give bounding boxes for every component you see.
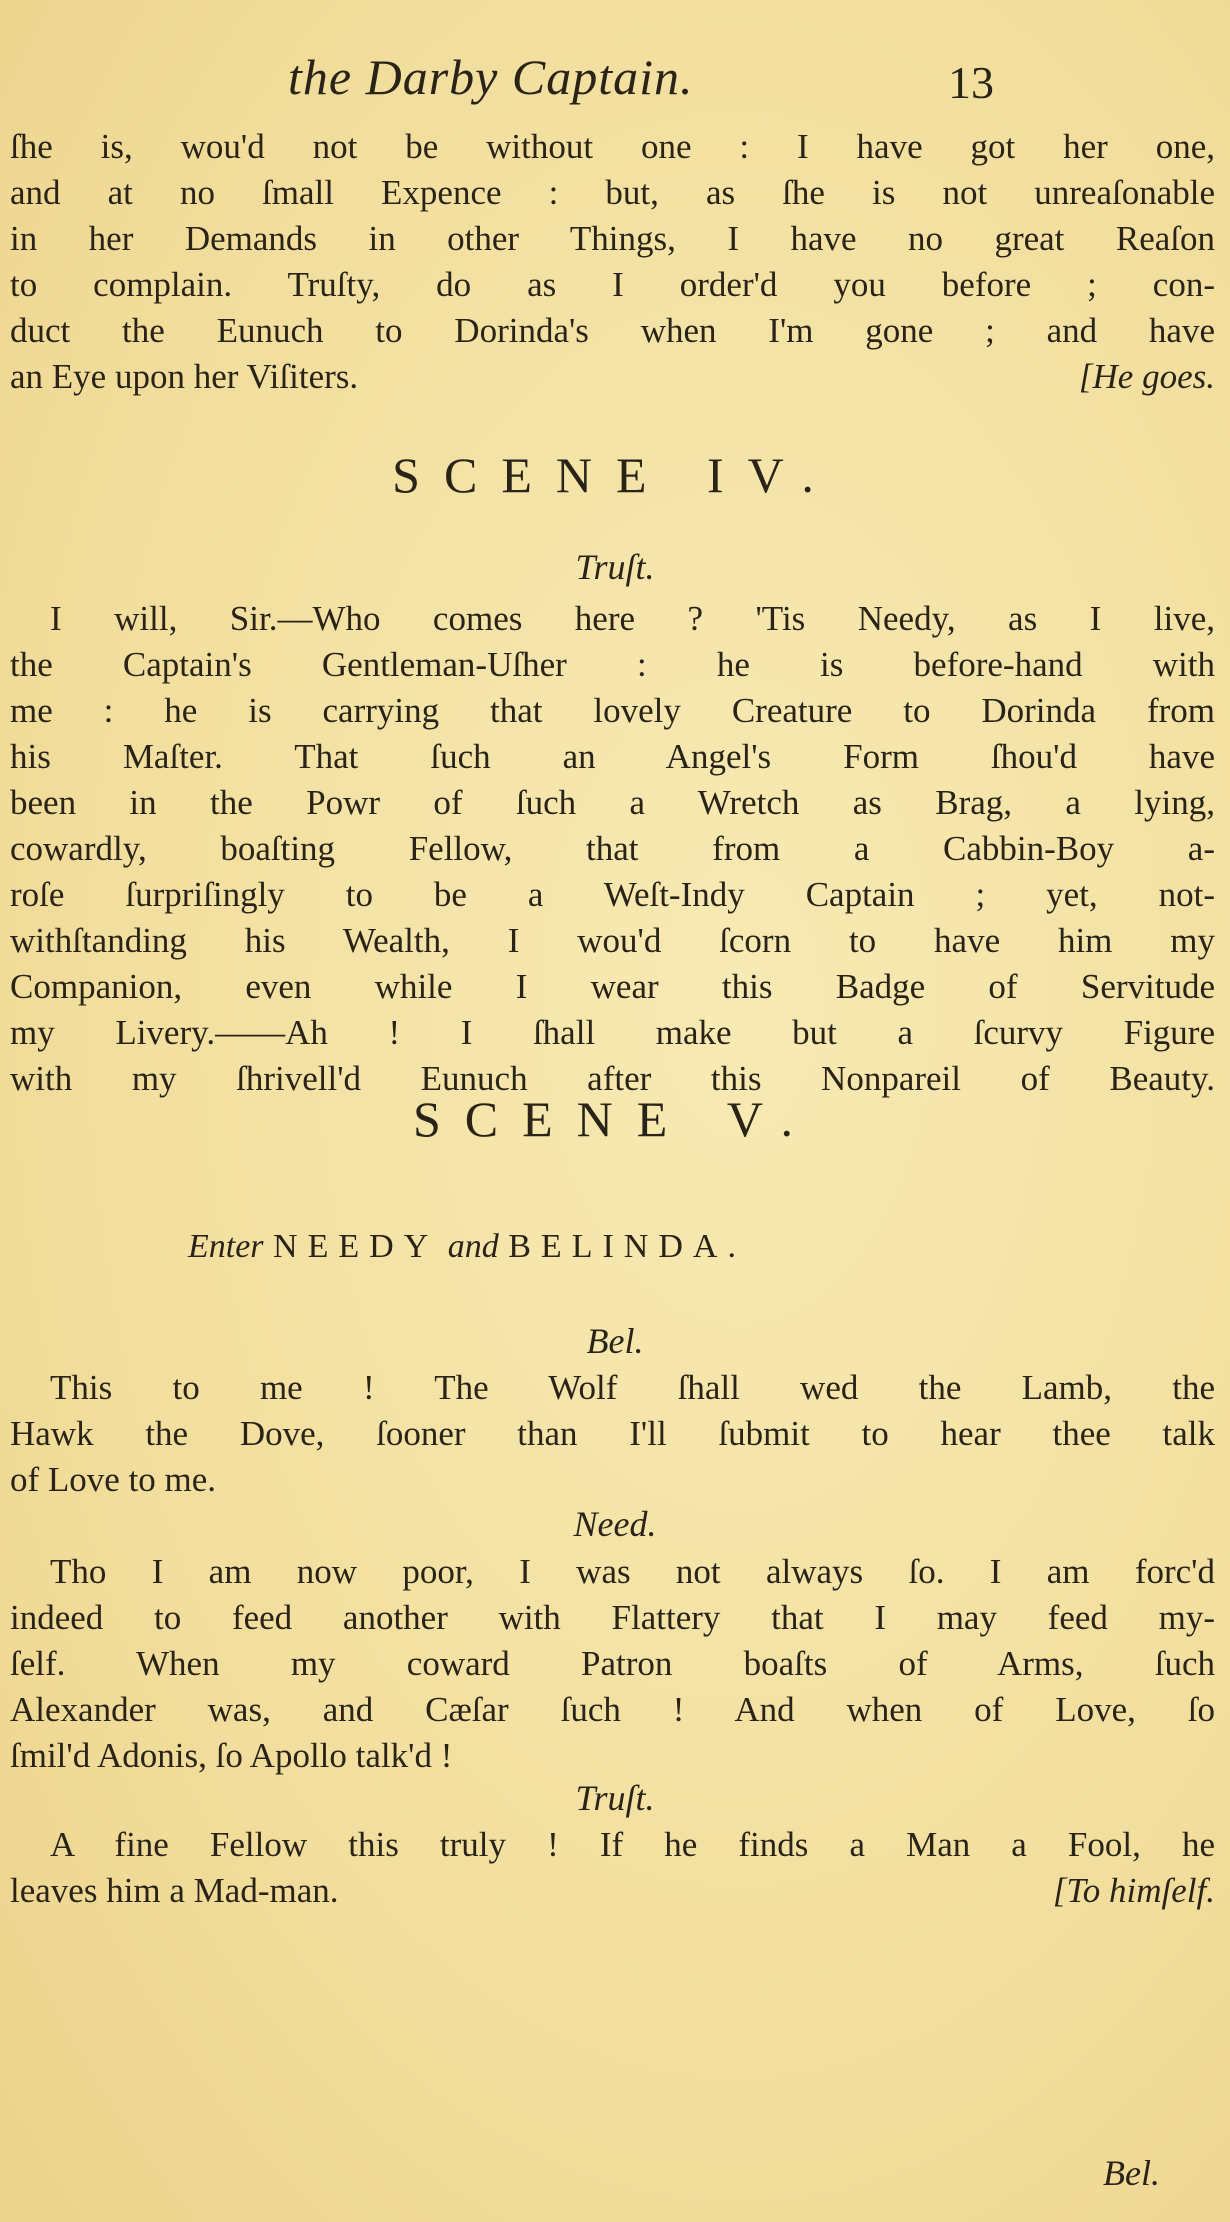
stage-direction: [To himſelf. <box>1052 1871 1215 1910</box>
text-line: Companion, even while I wear this Badge of Servitude <box>10 967 1215 1006</box>
text-line: in her Demands in other Things, I have no great Reaſon <box>10 219 1215 258</box>
text-line <box>10 1868 1215 1914</box>
speaker-name: Truſt. <box>575 1778 655 1818</box>
text-line: and at no ſmall Expence : but, as ſhe is not unreaſonable <box>10 173 1215 212</box>
speaker-name: Need. <box>573 1504 657 1544</box>
stage-enter: Enter <box>188 1228 264 1265</box>
text-line: ſelf. When my coward Patron boaſts of Arms, ſuch <box>10 1644 1215 1683</box>
text-line: Alexander was, and Cæſar ſuch ! And when of Love, ſo <box>10 1690 1215 1729</box>
text-line: to complain. Truſty, do as I order'd you before ; con- <box>10 265 1215 304</box>
text-line: my Livery.——Ah ! I ſhall make but a ſcurvy Figure <box>10 1013 1215 1052</box>
text-line: Hawk the Dove, ſooner than I'll ſubmit to hear thee talk <box>10 1414 1215 1453</box>
text-line: of Love to me. <box>10 1460 217 1499</box>
catchword: Bel. <box>1103 2153 1160 2193</box>
text-line <box>10 354 1215 400</box>
text-line: roſe ſurpriſingly to be a Weſt-Indy Captain ; yet, not- <box>10 875 1215 914</box>
stage-entrance <box>188 1228 746 1266</box>
page-header <box>0 48 1230 118</box>
text-line: A fine Fellow this truly ! If he finds a Man a Fool, he <box>50 1825 1215 1864</box>
speaker-name: Truſt. <box>575 547 655 587</box>
character-name: BELINDA. <box>508 1228 746 1265</box>
line-text: an Eye upon her Viſiters. <box>10 357 359 396</box>
text-line: withſtanding his Wealth, I wou'd ſcorn to have him my <box>10 921 1215 960</box>
page-number: 13 <box>948 57 994 108</box>
text-line: This to me ! The Wolf ſhall wed the Lamb, the <box>50 1368 1215 1407</box>
stage-direction: [He goes. <box>1078 357 1215 396</box>
scene-heading: SCENE IV. <box>392 447 838 503</box>
text-line: duct the Eunuch to Dorinda's when I'm gone ; and have <box>10 311 1215 350</box>
text-line: ſmil'd Adonis, ſo Apollo talk'd ! <box>10 1736 453 1775</box>
text-line: his Maſter. That ſuch an Angel's Form ſhou'd have <box>10 737 1215 776</box>
text-line: with my ſhrivell'd Eunuch after this Nonpareil of Beauty. <box>10 1059 1215 1098</box>
text-line: the Captain's Gentleman-Uſher : he is before-hand with <box>10 645 1215 684</box>
text-line: indeed to feed another with Flattery that I may feed my- <box>10 1598 1215 1637</box>
text-line: cowardly, boaſting Fellow, that from a Cabbin-Boy a- <box>10 829 1215 868</box>
text-line: me : he is carrying that lovely Creature to Dorinda from <box>10 691 1215 730</box>
text-line: I will, Sir.—Who comes here ? 'Tis Needy, as I live, <box>50 599 1215 638</box>
text-line: ſhe is, wou'd not be without one : I have got her one, <box>10 127 1215 166</box>
text-line: Tho I am now poor, I was not always ſo. I am forc'd <box>50 1552 1215 1591</box>
stage-and: and <box>447 1228 499 1265</box>
text-line: been in the Powr of ſuch a Wretch as Brag, a lying, <box>10 783 1215 822</box>
running-title: the Darby Captain. <box>288 49 694 105</box>
line-text: leaves him a Mad-man. <box>10 1871 339 1910</box>
scene-heading: SCENE V. <box>412 1091 818 1147</box>
character-name: NEEDY <box>273 1228 439 1265</box>
speaker-name: Bel. <box>586 1321 644 1361</box>
